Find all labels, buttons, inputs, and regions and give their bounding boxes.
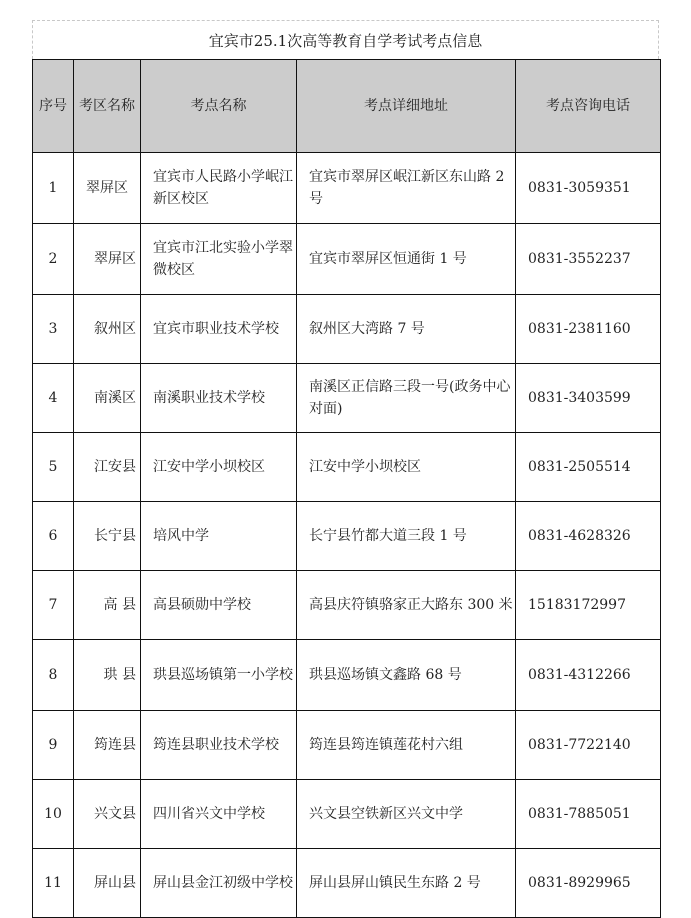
cell-area: 长宁县 <box>74 502 141 571</box>
cell-site: 高县硕勋中学校 <box>141 571 297 640</box>
exam-sites-table <box>32 59 661 918</box>
cell-phone: 0831-2381160 <box>516 295 661 364</box>
cell-area: 兴文县 <box>74 780 141 849</box>
cell-address: 南溪区正信路三段一号(政务中心对面) <box>297 364 516 433</box>
cell-index: 1 <box>33 153 74 224</box>
cell-site: 南溪职业技术学校 <box>141 364 297 433</box>
header-area: 考区名称 <box>74 60 141 153</box>
cell-address: 珙县巡场镇文鑫路 68 号 <box>297 640 516 711</box>
cell-site: 四川省兴文中学校 <box>141 780 297 849</box>
table-row <box>33 433 661 502</box>
cell-index: 7 <box>33 571 74 640</box>
document-title: 宜宾市25.1次高等教育自学考试考点信息 <box>32 20 659 59</box>
table-row <box>33 295 661 364</box>
cell-area: 南溪区 <box>74 364 141 433</box>
cell-site: 培风中学 <box>141 502 297 571</box>
cell-phone: 0831-8929965 <box>516 849 661 918</box>
cell-area: 高 县 <box>74 571 141 640</box>
cell-address: 长宁县竹都大道三段 1 号 <box>297 502 516 571</box>
table-row <box>33 571 661 640</box>
table-row <box>33 224 661 295</box>
cell-address: 筠连县筠连镇莲花村六组 <box>297 711 516 780</box>
cell-index: 8 <box>33 640 74 711</box>
cell-address: 宜宾市翠屏区岷江新区东山路 2 号 <box>297 153 516 224</box>
header-site: 考点名称 <box>141 60 297 153</box>
cell-address: 高县庆符镇骆家正大路东 300 米 <box>297 571 516 640</box>
table-row <box>33 849 661 918</box>
cell-index: 10 <box>33 780 74 849</box>
cell-site: 江安中学小坝校区 <box>141 433 297 502</box>
cell-site: 珙县巡场镇第一小学校 <box>141 640 297 711</box>
cell-phone: 0831-3403599 <box>516 364 661 433</box>
cell-site: 宜宾市江北实验小学翠微校区 <box>141 224 297 295</box>
cell-phone: 0831-3059351 <box>516 153 661 224</box>
table-header-row <box>33 60 661 153</box>
cell-address: 叙州区大湾路 7 号 <box>297 295 516 364</box>
cell-phone: 0831-4628326 <box>516 502 661 571</box>
cell-index: 4 <box>33 364 74 433</box>
cell-area: 翠屏区 <box>74 153 141 224</box>
cell-phone: 0831-7885051 <box>516 780 661 849</box>
header-index: 序号 <box>33 60 74 153</box>
cell-area: 叙州区 <box>74 295 141 364</box>
table-row <box>33 502 661 571</box>
cell-area: 珙 县 <box>74 640 141 711</box>
cell-phone: 0831-7722140 <box>516 711 661 780</box>
table-row <box>33 364 661 433</box>
cell-phone: 15183172997 <box>516 571 661 640</box>
cell-index: 5 <box>33 433 74 502</box>
header-address: 考点详细地址 <box>297 60 516 153</box>
cell-site: 宜宾市职业技术学校 <box>141 295 297 364</box>
table-row <box>33 153 661 224</box>
cell-address: 屏山县屏山镇民生东路 2 号 <box>297 849 516 918</box>
table-row <box>33 640 661 711</box>
cell-area: 江安县 <box>74 433 141 502</box>
cell-phone: 0831-4312266 <box>516 640 661 711</box>
table-row <box>33 711 661 780</box>
cell-area: 翠屏区 <box>74 224 141 295</box>
cell-phone: 0831-2505514 <box>516 433 661 502</box>
cell-area: 屏山县 <box>74 849 141 918</box>
cell-address: 宜宾市翠屏区恒通街 1 号 <box>297 224 516 295</box>
cell-site: 宜宾市人民路小学岷江新区校区 <box>141 153 297 224</box>
cell-index: 3 <box>33 295 74 364</box>
cell-index: 9 <box>33 711 74 780</box>
cell-address: 江安中学小坝校区 <box>297 433 516 502</box>
cell-site: 筠连县职业技术学校 <box>141 711 297 780</box>
cell-index: 2 <box>33 224 74 295</box>
cell-phone: 0831-3552237 <box>516 224 661 295</box>
cell-index: 11 <box>33 849 74 918</box>
table-row <box>33 780 661 849</box>
header-phone: 考点咨询电话 <box>516 60 661 153</box>
cell-address: 兴文县空铁新区兴文中学 <box>297 780 516 849</box>
cell-index: 6 <box>33 502 74 571</box>
cell-area: 筠连县 <box>74 711 141 780</box>
cell-site: 屏山县金江初级中学校 <box>141 849 297 918</box>
